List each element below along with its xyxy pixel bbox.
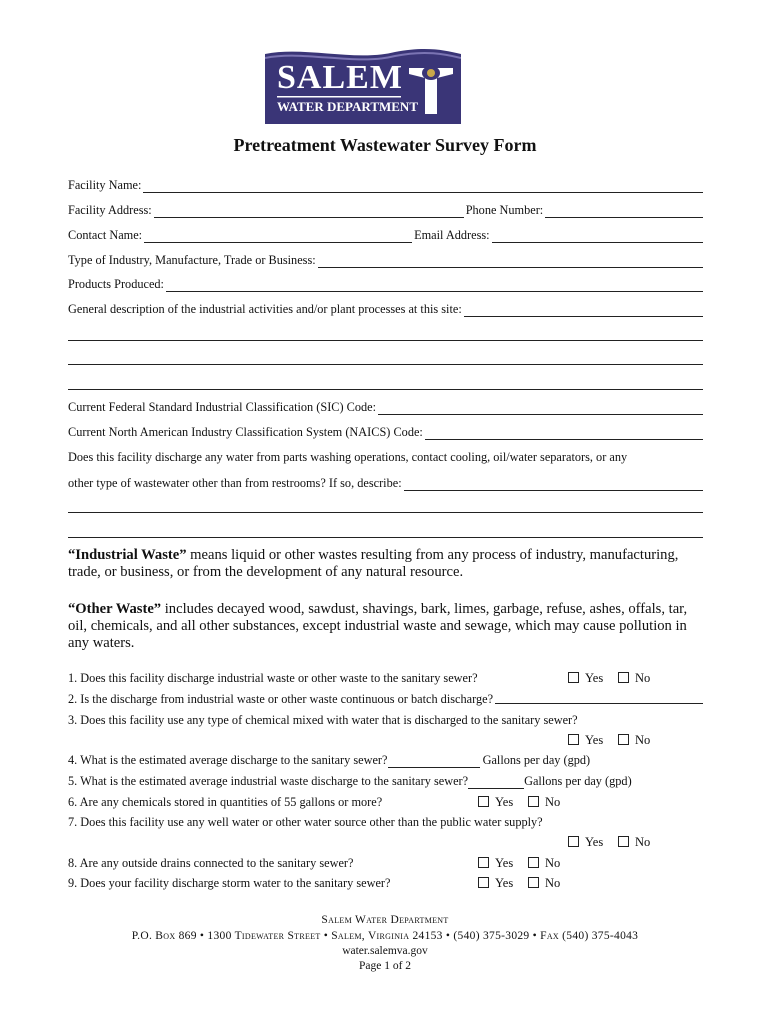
contact-name-label: Contact Name:: [68, 228, 143, 242]
facility-address-row: [68, 203, 703, 218]
no-label: No: [545, 856, 561, 870]
industrial-waste-text: means liquid or other wastes resulting from any process of industry, manufacturing, trade, or business, or from the development of any natural resource.: [68, 547, 679, 580]
question-9: 9. Does your facility discharge storm water to the sanitary sewer?: [68, 876, 391, 890]
naics-row: [68, 425, 703, 440]
discharge-describe-field[interactable]: [404, 479, 703, 491]
facility-name-field[interactable]: [143, 181, 703, 193]
general-description-field[interactable]: [464, 305, 703, 317]
question-4: 4. What is the estimated average discharge to the sanitary sewer?: [68, 753, 388, 767]
q7-yes-checkbox[interactable]: [568, 835, 603, 850]
discharge-question-text-2: other type of wastewater other than from restrooms? If so, describe:: [68, 476, 402, 490]
facility-address-field[interactable]: [154, 206, 464, 218]
email-address-label: Email Address:: [414, 228, 490, 242]
discharge-line-3[interactable]: [68, 537, 703, 538]
sic-code-label: Current Federal Standard Industrial Classification (SIC) Code:: [68, 400, 377, 414]
discharge-question-line2: [68, 476, 703, 491]
yes-label: Yes: [585, 733, 604, 747]
question-3: 3. Does this facility use any type of chemical mixed with water that is discharged to the sanitary sewer?: [68, 713, 578, 727]
no-label: No: [635, 835, 651, 849]
contact-row: [68, 228, 703, 243]
q5-unit: Gallons per day (gpd): [524, 774, 632, 788]
contact-name-field[interactable]: [144, 231, 412, 243]
svg-text:WATER DEPARTMENT: WATER DEPARTMENT: [277, 99, 418, 114]
question-2-row: [68, 692, 703, 707]
q3-no-checkbox[interactable]: [618, 733, 650, 748]
q9-yes-checkbox[interactable]: [478, 876, 513, 891]
other-waste-definition: [68, 601, 708, 652]
question-8: 8. Are any outside drains connected to the sanitary sewer?: [68, 856, 354, 870]
q1-no-checkbox[interactable]: [618, 671, 650, 686]
q7-no-checkbox[interactable]: [618, 835, 650, 850]
question-2: 2. Is the discharge from industrial waste or other waste continuous or batch discharge?: [68, 692, 494, 706]
page-number: Page 1 of 2: [358, 960, 412, 972]
question-7: 7. Does this facility use any well water or other water source other than the public water supply?: [68, 815, 543, 829]
footer-address: P.O. Box 869 • 1300 Tidewater Street • Salem, Virginia 24153 • (540) 375-3029 • Fax (540) 375-4043: [131, 930, 639, 942]
q8-yes-checkbox[interactable]: [478, 856, 513, 871]
industry-type-label: Type of Industry, Manufacture, Trade or Business:: [68, 253, 316, 267]
description-line-4[interactable]: [68, 389, 703, 390]
industrial-waste-definition: [68, 547, 708, 581]
facility-name-row: [68, 178, 703, 193]
industry-row: [68, 253, 703, 268]
description-row: [68, 302, 703, 317]
discharge-question-line1: [68, 450, 703, 465]
page-title: Pretreatment Wastewater Survey Form: [233, 135, 537, 155]
naics-code-label: Current North American Industry Classification System (NAICS) Code:: [68, 425, 423, 439]
svg-text:SALEM: SALEM: [277, 59, 403, 96]
q5-gpd-field[interactable]: [468, 777, 524, 789]
yes-label: Yes: [585, 835, 604, 849]
no-label: No: [635, 733, 651, 747]
products-label: Products Produced:: [68, 277, 164, 291]
description-line-3[interactable]: [68, 364, 703, 365]
industry-type-field[interactable]: [318, 256, 703, 268]
description-line-2[interactable]: [68, 340, 703, 341]
other-waste-term: “Other Waste”: [68, 601, 162, 617]
q4-unit: Gallons per day (gpd): [482, 753, 591, 767]
q2-answer-field[interactable]: [495, 692, 703, 704]
industrial-waste-term: “Industrial Waste”: [68, 547, 187, 563]
q8-no-checkbox[interactable]: [528, 856, 560, 871]
products-field[interactable]: [166, 280, 703, 292]
salem-water-department-logo: [265, 48, 461, 124]
phone-number-label: Phone Number:: [465, 203, 544, 217]
other-waste-text: includes decayed wood, sawdust, shavings, bark, limes, garbage, refuse, ashes, offals, tar, oil, chemicals, and all other substances, except industrial waste and sewage, which may cause pollution in any waters.: [68, 601, 688, 651]
no-label: No: [545, 795, 561, 809]
email-address-field[interactable]: [492, 231, 703, 243]
q6-yes-checkbox[interactable]: [478, 795, 513, 810]
q6-no-checkbox[interactable]: [528, 795, 560, 810]
q9-no-checkbox[interactable]: [528, 876, 560, 891]
yes-label: Yes: [495, 856, 514, 870]
naics-code-field[interactable]: [425, 428, 703, 440]
general-description-label: General description of the industrial activities and/or plant processes at this site:: [68, 302, 462, 316]
question-5-row: [68, 774, 708, 789]
no-label: No: [635, 671, 651, 685]
facility-address-label: Facility Address:: [68, 203, 152, 217]
question-6: 6. Are any chemicals stored in quantities of 55 gallons or more?: [68, 795, 383, 809]
no-label: No: [545, 876, 561, 890]
products-row: [68, 277, 703, 292]
discharge-line-2[interactable]: [68, 512, 703, 513]
footer-website[interactable]: water.salemva.gov: [342, 945, 428, 957]
facility-name-label: Facility Name:: [68, 178, 142, 192]
discharge-question-text: Does this facility discharge any water from parts washing operations, contact cooling, oil/water separators, or any: [68, 450, 628, 464]
footer-org: Salem Water Department: [321, 914, 449, 926]
question-4-row: [68, 753, 708, 768]
yes-label: Yes: [495, 876, 514, 890]
phone-number-field[interactable]: [545, 206, 703, 218]
sic-row: [68, 400, 703, 415]
question-5: 5. What is the estimated average industrial waste discharge to the sanitary sewer?: [68, 774, 469, 788]
sic-code-field[interactable]: [378, 403, 703, 415]
yes-label: Yes: [585, 671, 604, 685]
question-1: 1. Does this facility discharge industrial waste or other waste to the sanitary sewer?: [68, 671, 478, 685]
q3-yes-checkbox[interactable]: [568, 733, 603, 748]
q4-gpd-field[interactable]: [388, 756, 480, 768]
q1-yes-checkbox[interactable]: [568, 671, 603, 686]
yes-label: Yes: [495, 795, 514, 809]
